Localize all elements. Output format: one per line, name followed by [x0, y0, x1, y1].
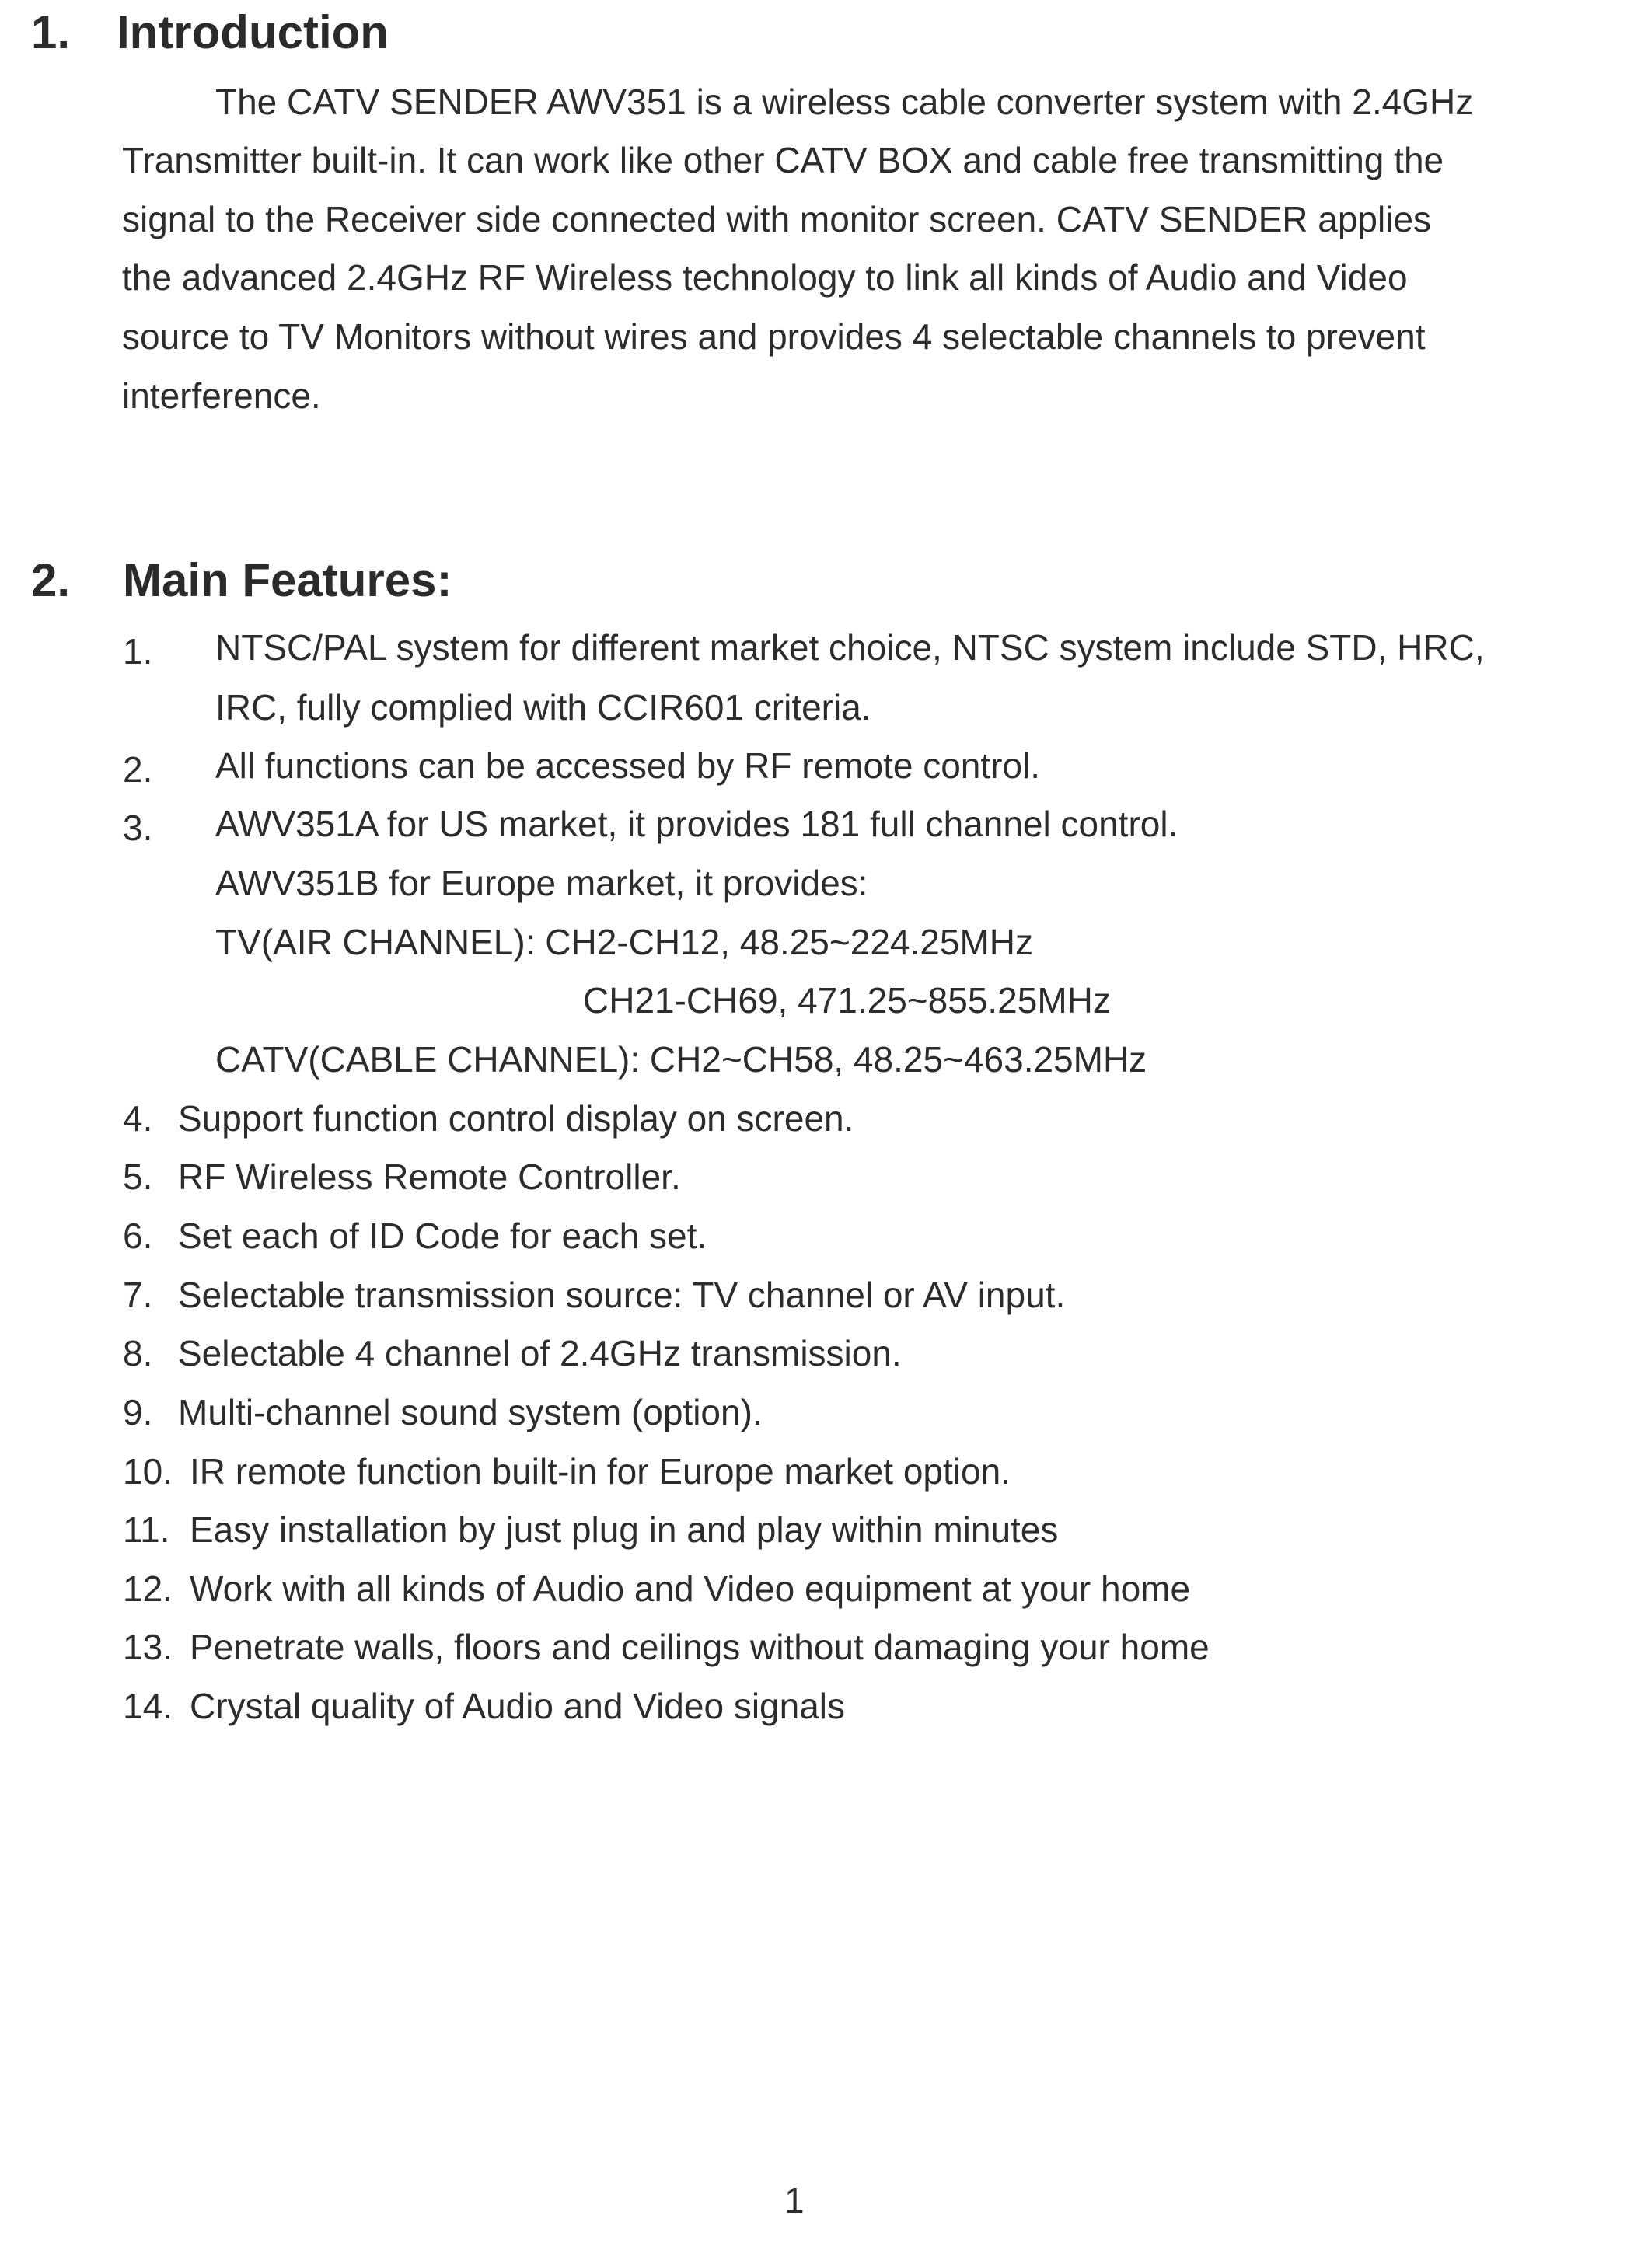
- list-item-text: Set each of ID Code for each set.: [178, 1216, 707, 1256]
- list-item: [123, 1098, 854, 1139]
- paragraph-line: source to TV Monitors without wires and provides 4 selectable channels to prevent: [122, 316, 1426, 357]
- list-item-text: CATV(CABLE CHANNEL): CH2~CH58, 48.25~463.25MHz: [215, 1039, 1147, 1080]
- paragraph-line: The CATV SENDER AWV351 is a wireless cable converter system with 2.4GHz: [215, 82, 1474, 122]
- list-item-text: TV(AIR CHANNEL): CH2-CH12, 48.25~224.25MHz: [215, 922, 1033, 962]
- list-item-text: AWV351B for Europe market, it provides:: [215, 863, 868, 903]
- list-item: [123, 1157, 681, 1197]
- list-item: [123, 1392, 763, 1432]
- list-item: [123, 1509, 1059, 1550]
- list-item: [123, 1627, 1210, 1667]
- list-item: [123, 1568, 1191, 1609]
- page-number: 1: [784, 2180, 805, 2221]
- list-item-number: 1.: [123, 631, 153, 672]
- list-item-text: Support function control display on screen.: [178, 1098, 854, 1139]
- list-item-text: AWV351A for US market, it provides 181 full channel control.: [215, 804, 1178, 844]
- list-item-text: CH21-CH69, 471.25~855.25MHz: [583, 980, 1111, 1021]
- list-item-number: 6.: [123, 1216, 153, 1256]
- section-number: 1.: [31, 6, 71, 58]
- list-item-text: Penetrate walls, floors and ceilings without damaging your home: [190, 1627, 1210, 1667]
- list-item-number: 8.: [123, 1333, 153, 1373]
- section-number: 2.: [31, 554, 71, 606]
- list-item: [123, 1451, 1011, 1492]
- list-item-number: 13.: [123, 1627, 173, 1667]
- list-item-text: Selectable transmission source: TV channel or AV input.: [178, 1275, 1066, 1315]
- list-item-text: All functions can be accessed by RF remote control.: [215, 745, 1041, 786]
- paragraph-line: the advanced 2.4GHz RF Wireless technology to link all kinds of Audio and Video: [122, 257, 1408, 298]
- paragraph-line: interference.: [122, 375, 321, 416]
- list-item-text: Easy installation by just plug in and play within minutes: [190, 1509, 1059, 1550]
- list-item-text: Crystal quality of Audio and Video signals: [190, 1686, 846, 1726]
- section-title: Main Features:: [123, 554, 452, 606]
- list-item-number: 5.: [123, 1157, 153, 1197]
- list-item-text: Multi-channel sound system (option).: [178, 1392, 763, 1432]
- list-item-number: 2.: [123, 749, 153, 790]
- list-item: [123, 1333, 902, 1373]
- list-item-number: 4.: [123, 1098, 153, 1139]
- list-item: [123, 1275, 1066, 1315]
- list-item-text: NTSC/PAL system for different market choice, NTSC system include STD, HRC,: [215, 627, 1485, 668]
- section-title: Introduction: [117, 6, 389, 58]
- paragraph-line: Transmitter built-in. It can work like other CATV BOX and cable free transmitting the: [122, 140, 1444, 180]
- list-item-number: 9.: [123, 1392, 153, 1432]
- list-item-number: 10.: [123, 1451, 173, 1492]
- list-item-number: 14.: [123, 1686, 173, 1726]
- list-item-text: IRC, fully complied with CCIR601 criteria.: [215, 687, 871, 728]
- list-item-text: IR remote function built-in for Europe market option.: [190, 1451, 1011, 1492]
- list-item-number: 11.: [123, 1509, 170, 1550]
- list-item: [123, 1216, 707, 1256]
- list-item-text: Work with all kinds of Audio and Video equipment at your home: [190, 1568, 1191, 1609]
- list-item-text: Selectable 4 channel of 2.4GHz transmission.: [178, 1333, 902, 1373]
- list-item-number: 3.: [123, 808, 153, 848]
- list-item: [123, 1686, 846, 1726]
- list-item-text: RF Wireless Remote Controller.: [178, 1157, 681, 1197]
- list-item-number: 7.: [123, 1275, 153, 1315]
- list-item-number: 12.: [123, 1568, 173, 1609]
- paragraph-line: signal to the Receiver side connected with monitor screen. CATV SENDER applies: [122, 199, 1432, 239]
